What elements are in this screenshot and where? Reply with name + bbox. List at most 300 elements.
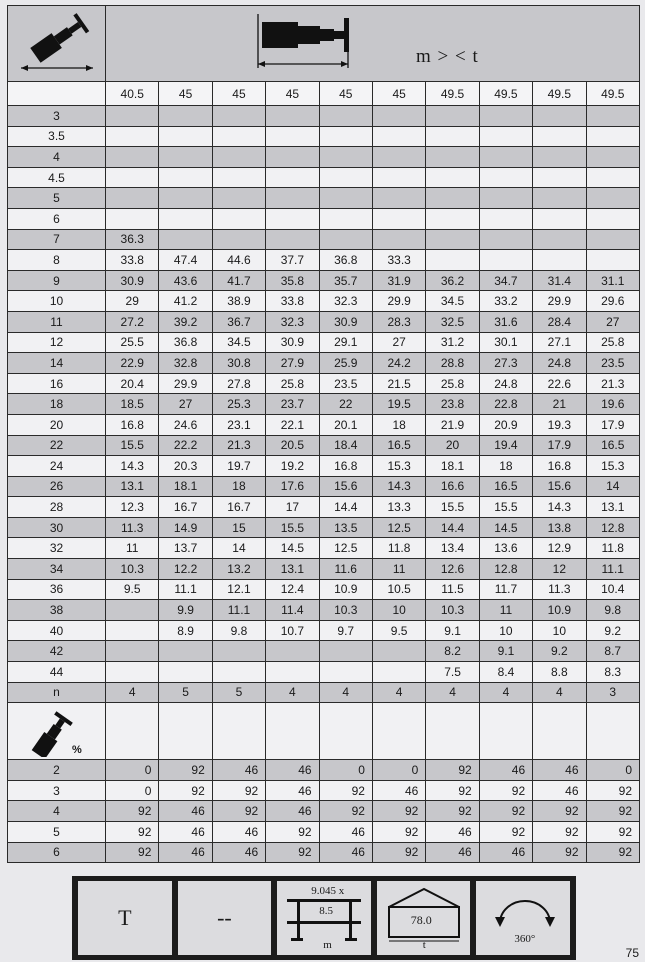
- table-cell: 18: [372, 414, 425, 435]
- table-cell: 37.7: [266, 250, 319, 271]
- unit-label: m > < t: [416, 46, 479, 67]
- table-cell: 13.1: [106, 476, 159, 497]
- table-cell: [372, 167, 425, 188]
- table-cell: 11.1: [159, 579, 212, 600]
- table-cell: 46: [319, 842, 372, 863]
- table-cell: 27.3: [479, 353, 532, 374]
- table-cell: 92: [533, 822, 586, 843]
- table-cell: 12.4: [266, 579, 319, 600]
- row-label: 16: [8, 373, 106, 394]
- table-cell: 46: [266, 780, 319, 801]
- row-label: 18: [8, 394, 106, 415]
- percent-row: [8, 801, 640, 822]
- table-cell: 29: [106, 291, 159, 312]
- table-cell: [586, 188, 639, 209]
- table-cell: 10.5: [372, 579, 425, 600]
- table-cell: 9.5: [106, 579, 159, 600]
- table-cell: 29.9: [533, 291, 586, 312]
- n-row: [8, 682, 640, 703]
- row-label: 8: [8, 250, 106, 271]
- table-cell: 92: [533, 842, 586, 863]
- table-cell: 19.3: [533, 414, 586, 435]
- table-cell: 13.8: [533, 517, 586, 538]
- table-cell: 12.9: [533, 538, 586, 559]
- table-cell: 11.5: [426, 579, 479, 600]
- table-cell: 36.8: [159, 332, 212, 353]
- table-cell: 31.2: [426, 332, 479, 353]
- table-cell: [212, 662, 265, 683]
- table-cell: 27.1: [533, 332, 586, 353]
- table-cell: [586, 167, 639, 188]
- row-label: 34: [8, 559, 106, 580]
- table-cell: [426, 703, 479, 760]
- table-cell: 8.9: [159, 620, 212, 641]
- table-cell: [372, 106, 425, 127]
- table-cell: 22.1: [266, 414, 319, 435]
- table-cell: 16.8: [533, 456, 586, 477]
- table-cell: 23.7: [266, 394, 319, 415]
- table-cell: 11: [372, 559, 425, 580]
- table-cell: 41.2: [159, 291, 212, 312]
- table-row: [8, 559, 640, 580]
- row-label: 26: [8, 476, 106, 497]
- table-cell: 21.5: [372, 373, 425, 394]
- table-cell: [426, 229, 479, 250]
- table-cell: [479, 147, 532, 168]
- table-cell: 13.7: [159, 538, 212, 559]
- table-cell: 16.5: [479, 476, 532, 497]
- table-cell: 10.3: [106, 559, 159, 580]
- table-row: [8, 167, 640, 188]
- table-cell: 31.1: [586, 270, 639, 291]
- table-cell: [266, 208, 319, 229]
- table-cell: 25.8: [266, 373, 319, 394]
- boom-length-header: [106, 6, 640, 82]
- table-cell: 46: [426, 822, 479, 843]
- outrigger-depth-text: 8.5: [319, 905, 333, 917]
- table-cell: 12.1: [212, 579, 265, 600]
- table-cell: 18: [479, 456, 532, 477]
- table-cell: [212, 641, 265, 662]
- table-cell: 7.5: [426, 662, 479, 683]
- table-cell: 4: [319, 682, 372, 703]
- table-cell: 92: [586, 822, 639, 843]
- table-cell: 11.3: [533, 579, 586, 600]
- table-cell: 18: [212, 476, 265, 497]
- table-cell: 15.5: [479, 497, 532, 518]
- table-cell: 45: [212, 82, 265, 106]
- table-cell: [586, 250, 639, 271]
- percent-symbol: %: [72, 744, 82, 757]
- table-cell: 92: [586, 801, 639, 822]
- table-cell: 10.9: [319, 579, 372, 600]
- table-cell: 19.2: [266, 456, 319, 477]
- row-label: 6: [8, 842, 106, 863]
- counterweight-unit: t: [422, 939, 426, 951]
- table-cell: [479, 229, 532, 250]
- row-label: 5: [8, 822, 106, 843]
- table-cell: 20.9: [479, 414, 532, 435]
- table-cell: [479, 208, 532, 229]
- table-cell: 15.5: [266, 517, 319, 538]
- table-cell: 92: [426, 801, 479, 822]
- table-cell: 49.5: [426, 82, 479, 106]
- table-cell: [212, 167, 265, 188]
- table-cell: 27: [159, 394, 212, 415]
- table-cell: 4: [533, 682, 586, 703]
- footer-box-extension: [178, 881, 272, 955]
- table-cell: [319, 106, 372, 127]
- table-cell: 28.3: [372, 311, 425, 332]
- table-cell: [319, 208, 372, 229]
- table-row: [8, 126, 640, 147]
- table-cell: 17.9: [586, 414, 639, 435]
- table-cell: 10: [372, 600, 425, 621]
- percent-row: [8, 780, 640, 801]
- table-cell: [212, 106, 265, 127]
- table-cell: 15.5: [106, 435, 159, 456]
- boom-length-row: [8, 82, 640, 106]
- table-cell: 11.6: [319, 559, 372, 580]
- table-cell: 14.3: [106, 456, 159, 477]
- table-cell: 18.1: [426, 456, 479, 477]
- table-cell: [533, 167, 586, 188]
- telescoping-section-header: [8, 703, 640, 760]
- table-cell: 24.6: [159, 414, 212, 435]
- row-label: 36: [8, 579, 106, 600]
- table-cell: [159, 703, 212, 760]
- table-cell: 16.8: [319, 456, 372, 477]
- table-cell: 92: [372, 842, 425, 863]
- table-cell: 23.1: [212, 414, 265, 435]
- table-cell: [372, 126, 425, 147]
- table-row: [8, 250, 640, 271]
- table-cell: 30.1: [479, 332, 532, 353]
- table-cell: [159, 662, 212, 683]
- table-row: [8, 270, 640, 291]
- table-cell: 10: [533, 620, 586, 641]
- table-cell: 32.8: [159, 353, 212, 374]
- table-cell: 13.4: [426, 538, 479, 559]
- table-cell: 92: [159, 760, 212, 781]
- row-label: 38: [8, 600, 106, 621]
- table-cell: 49.5: [533, 82, 586, 106]
- table-cell: 46: [212, 842, 265, 863]
- footer-box-type: [78, 881, 172, 955]
- table-cell: 27.2: [106, 311, 159, 332]
- table-cell: [212, 229, 265, 250]
- table-cell: [533, 147, 586, 168]
- slew-value: 360°: [514, 933, 536, 945]
- table-cell: 92: [586, 842, 639, 863]
- table-row: [8, 456, 640, 477]
- table-cell: 19.5: [372, 394, 425, 415]
- table-cell: 11.4: [266, 600, 319, 621]
- table-cell: 46: [533, 760, 586, 781]
- table-row: [8, 476, 640, 497]
- table-cell: 92: [479, 801, 532, 822]
- table-cell: 22.8: [479, 394, 532, 415]
- table-cell: [319, 147, 372, 168]
- table-cell: [106, 147, 159, 168]
- table-cell: 23.5: [586, 353, 639, 374]
- table-cell: 38.9: [212, 291, 265, 312]
- table-cell: 46: [319, 822, 372, 843]
- table-cell: 30.9: [319, 311, 372, 332]
- table-cell: [372, 703, 425, 760]
- table-cell: [426, 250, 479, 271]
- table-cell: 46: [266, 760, 319, 781]
- table-cell: 46: [479, 842, 532, 863]
- table-cell: [319, 167, 372, 188]
- table-cell: 92: [586, 780, 639, 801]
- table-cell: 16.6: [426, 476, 479, 497]
- table-cell: 14.9: [159, 517, 212, 538]
- table-cell: 18.5: [106, 394, 159, 415]
- table-cell: 92: [266, 822, 319, 843]
- table-cell: 9.8: [212, 620, 265, 641]
- table-cell: 13.2: [212, 559, 265, 580]
- table-cell: 34.5: [212, 332, 265, 353]
- table-row: [8, 373, 640, 394]
- table-cell: 15.6: [533, 476, 586, 497]
- table-cell: [372, 662, 425, 683]
- table-cell: [266, 229, 319, 250]
- table-cell: 92: [106, 842, 159, 863]
- table-cell: [586, 208, 639, 229]
- table-cell: [106, 662, 159, 683]
- table-cell: [372, 188, 425, 209]
- table-cell: 20.3: [159, 456, 212, 477]
- table-cell: 11: [479, 600, 532, 621]
- table-cell: [319, 126, 372, 147]
- table-cell: [372, 147, 425, 168]
- table-cell: 0: [586, 760, 639, 781]
- table-cell: 92: [533, 801, 586, 822]
- table-cell: 41.7: [212, 270, 265, 291]
- table-cell: [426, 167, 479, 188]
- table-cell: [319, 188, 372, 209]
- table-cell: [159, 126, 212, 147]
- table-cell: 20: [426, 435, 479, 456]
- table-cell: [266, 641, 319, 662]
- table-cell: 92: [212, 801, 265, 822]
- table-cell: 9.1: [426, 620, 479, 641]
- table-cell: 15.5: [426, 497, 479, 518]
- table-cell: 46: [159, 822, 212, 843]
- table-cell: 92: [426, 760, 479, 781]
- boom-radius-icon-cell: [8, 6, 106, 82]
- table-cell: 12.5: [372, 517, 425, 538]
- table-cell: 30.9: [266, 332, 319, 353]
- table-cell: 25.5: [106, 332, 159, 353]
- row-label: 30: [8, 517, 106, 538]
- table-cell: 30.9: [106, 270, 159, 291]
- table-cell: [266, 188, 319, 209]
- table-cell: 18.4: [319, 435, 372, 456]
- table-cell: 27.9: [266, 353, 319, 374]
- row-label: 22: [8, 435, 106, 456]
- table-cell: 22.9: [106, 353, 159, 374]
- table-row: [8, 353, 640, 374]
- table-cell: [106, 167, 159, 188]
- table-cell: [533, 250, 586, 271]
- table-row: [8, 620, 640, 641]
- table-cell: 8.8: [533, 662, 586, 683]
- page-number: 75: [625, 946, 639, 960]
- table-cell: 12.2: [159, 559, 212, 580]
- table-cell: [319, 229, 372, 250]
- table-cell: 31.6: [479, 311, 532, 332]
- table-cell: 46: [372, 780, 425, 801]
- table-cell: 11.1: [586, 559, 639, 580]
- crane-radius-icon: [15, 6, 99, 76]
- table-cell: 34.5: [426, 291, 479, 312]
- table-cell: 9.5: [372, 620, 425, 641]
- table-cell: [266, 147, 319, 168]
- row-label: 12: [8, 332, 106, 353]
- outrigger-unit: m: [323, 939, 332, 951]
- table-cell: 92: [372, 822, 425, 843]
- table-cell: 8.4: [479, 662, 532, 683]
- table-cell: [533, 106, 586, 127]
- row-label: 3: [8, 780, 106, 801]
- table-cell: 24.2: [372, 353, 425, 374]
- table-cell: [586, 106, 639, 127]
- table-cell: [479, 250, 532, 271]
- table-cell: 13.6: [479, 538, 532, 559]
- table-cell: 18.1: [159, 476, 212, 497]
- row-label: 20: [8, 414, 106, 435]
- table-cell: 4: [426, 682, 479, 703]
- table-cell: 14.3: [372, 476, 425, 497]
- table-cell: 46: [212, 822, 265, 843]
- table-cell: 14: [586, 476, 639, 497]
- table-cell: 36.7: [212, 311, 265, 332]
- table-cell: 15.6: [319, 476, 372, 497]
- table-cell: 11.1: [212, 600, 265, 621]
- table-cell: 25.9: [319, 353, 372, 374]
- table-cell: [426, 106, 479, 127]
- table-cell: 21: [533, 394, 586, 415]
- table-cell: [159, 229, 212, 250]
- table-cell: 9.1: [479, 641, 532, 662]
- table-cell: [159, 106, 212, 127]
- percent-row: [8, 760, 640, 781]
- table-cell: [266, 662, 319, 683]
- table-cell: 92: [212, 780, 265, 801]
- table-cell: [479, 167, 532, 188]
- table-cell: 11.8: [586, 538, 639, 559]
- table-cell: 30.8: [212, 353, 265, 374]
- footer-box-outrigger: [277, 881, 371, 955]
- table-cell: 10.4: [586, 579, 639, 600]
- row-label: 9: [8, 270, 106, 291]
- table-cell: 31.9: [372, 270, 425, 291]
- table-cell: 45: [159, 82, 212, 106]
- table-cell: [106, 188, 159, 209]
- table-cell: 17: [266, 497, 319, 518]
- row-label: 4.5: [8, 167, 106, 188]
- table-cell: 0: [319, 760, 372, 781]
- table-cell: [426, 188, 479, 209]
- table-row: [8, 517, 640, 538]
- table-cell: 40.5: [106, 82, 159, 106]
- table-cell: [533, 188, 586, 209]
- table-cell: 45: [266, 82, 319, 106]
- table-cell: [159, 188, 212, 209]
- table-cell: [266, 703, 319, 760]
- table-cell: [106, 641, 159, 662]
- table-row: [8, 291, 640, 312]
- table-cell: 92: [479, 822, 532, 843]
- table-cell: 20.4: [106, 373, 159, 394]
- table-cell: 47.4: [159, 250, 212, 271]
- table-cell: [426, 126, 479, 147]
- table-cell: 8.2: [426, 641, 479, 662]
- table-cell: 46: [479, 760, 532, 781]
- table-cell: [372, 229, 425, 250]
- table-cell: 92: [426, 780, 479, 801]
- table-cell: 13.5: [319, 517, 372, 538]
- table-cell: [372, 641, 425, 662]
- row-label: 11: [8, 311, 106, 332]
- table-cell: [212, 208, 265, 229]
- table-cell: [266, 126, 319, 147]
- table-cell: [426, 147, 479, 168]
- table-cell: 92: [319, 780, 372, 801]
- table-cell: 22: [319, 394, 372, 415]
- table-cell: 46: [159, 842, 212, 863]
- table-cell: 27.8: [212, 373, 265, 394]
- table-cell: [106, 703, 159, 760]
- table-cell: 0: [106, 760, 159, 781]
- table-cell: 28.8: [426, 353, 479, 374]
- table-row: [8, 435, 640, 456]
- table-cell: [212, 703, 265, 760]
- table-cell: 16.7: [212, 497, 265, 518]
- table-cell: [106, 106, 159, 127]
- table-cell: 8.7: [586, 641, 639, 662]
- table-cell: [479, 703, 532, 760]
- footer-box-counterweight: [377, 881, 471, 955]
- table-cell: 29.9: [372, 291, 425, 312]
- table-cell: 20.1: [319, 414, 372, 435]
- table-cell: 13.1: [586, 497, 639, 518]
- table-cell: [106, 126, 159, 147]
- table-cell: 31.4: [533, 270, 586, 291]
- table-cell: [212, 147, 265, 168]
- table-cell: 45: [372, 82, 425, 106]
- table-cell: 12.5: [319, 538, 372, 559]
- row-label: n: [8, 682, 106, 703]
- table-cell: 24.8: [479, 373, 532, 394]
- table-cell: 49.5: [479, 82, 532, 106]
- table-cell: 12.8: [586, 517, 639, 538]
- table-cell: [533, 229, 586, 250]
- table-cell: 14.5: [479, 517, 532, 538]
- table-cell: 10.9: [533, 600, 586, 621]
- table-cell: [159, 208, 212, 229]
- table-cell: 19.7: [212, 456, 265, 477]
- telescopic-boom-icon: [256, 12, 376, 74]
- percent-row: [8, 842, 640, 863]
- table-cell: 12.3: [106, 497, 159, 518]
- table-cell: 17.6: [266, 476, 319, 497]
- table-cell: 16.5: [372, 435, 425, 456]
- table-cell: 0: [106, 780, 159, 801]
- row-label: 44: [8, 662, 106, 683]
